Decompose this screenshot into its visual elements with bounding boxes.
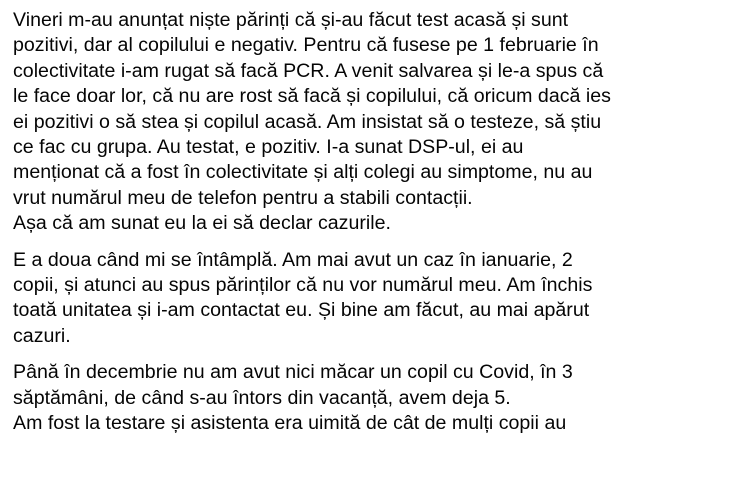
paragraph-1 (13, 8, 736, 237)
paragraph-2 (13, 248, 736, 350)
text-line: le face doar lor, că nu are rost să facă și copilului, că oricum dacă ies (13, 85, 611, 108)
text-line: Am fost la testare și asistenta era uimită de cât de mulți copii au (13, 412, 567, 435)
text-line: toată unitatea și i-am contactat eu. Și bine am făcut, au mai apărut (13, 299, 590, 322)
text-line: ce fac cu grupa. Au testat, e pozitiv. I-a sunat DSP-ul, ei au (13, 136, 524, 159)
text-line: pozitivi, dar al copilului e negativ. Pentru că fusese pe 1 februarie în (13, 34, 599, 57)
text-line: săptămâni, de când s-au întors din vacanță, avem deja 5. (13, 386, 511, 409)
text-line: Până în decembrie nu am avut nici măcar un copil cu Covid, în 3 (13, 361, 573, 384)
text-line: colectivitate i-am rugat să facă PCR. A venit salvarea și le-a spus că (13, 59, 604, 82)
paragraph-3 (13, 360, 736, 436)
text-line: cazuri. (13, 324, 71, 347)
text-line: menționat că a fost în colectivitate și alți colegi au simptome, nu au (13, 161, 593, 184)
text-line: E a doua când mi se întâmplă. Am mai avut un caz în ianuarie, 2 (13, 248, 573, 271)
text-line: copii, și atunci au spus părinților că nu vor numărul meu. Am închis (13, 274, 593, 297)
text-line: Vineri m-au anunțat niște părinți că și-au făcut test acasă și sunt (13, 9, 569, 31)
text-line: ei pozitivi o să stea și copilul acasă. Am insistat să o testeze, să știu (13, 110, 602, 133)
text-line: vrut numărul meu de telefon pentru a stabili contacții. (13, 186, 473, 209)
text-line: Așa că am sunat eu la ei să declar cazurile. (13, 212, 391, 235)
